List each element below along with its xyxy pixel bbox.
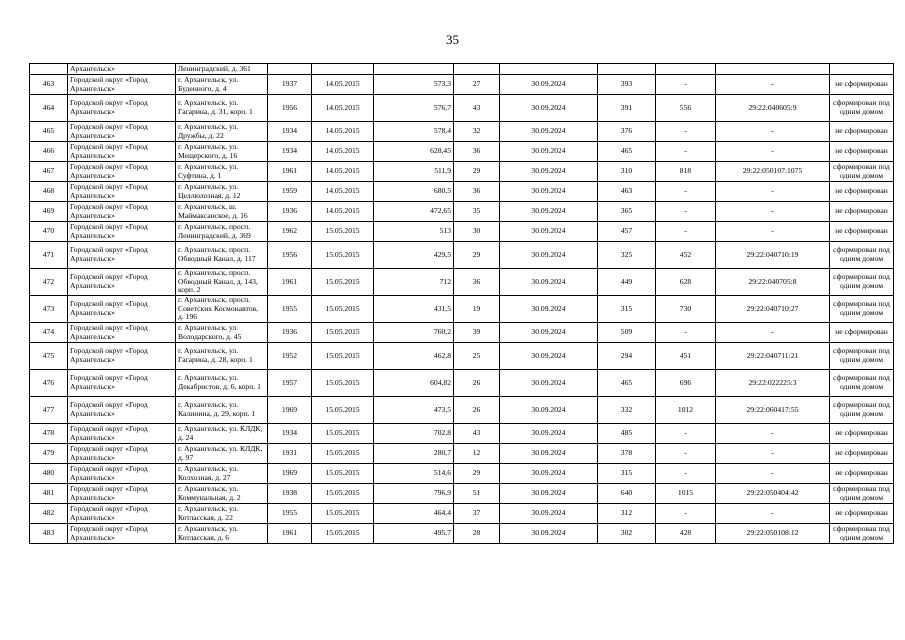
cell-status: не сформирован: [830, 75, 894, 95]
cell-status: сформирован под одним домом: [830, 269, 894, 296]
cell-area: 573,3: [374, 75, 454, 95]
cell-no: 479: [30, 444, 68, 464]
table-row: [30, 242, 894, 269]
cell-area: 796,9: [374, 484, 454, 504]
cell-residents: 29: [454, 162, 500, 182]
cell-plot-area: 640: [598, 484, 656, 504]
cell-year: 1938: [268, 484, 312, 504]
cell-cadastral-area: -: [656, 182, 716, 202]
cell-cadastral-number: -: [716, 122, 830, 142]
cell-residents: 35: [454, 202, 500, 222]
cell-cadastral-area: -: [656, 424, 716, 444]
cell-municipality: Городской округ «Город Архангельск»: [68, 95, 176, 122]
cell-year: 1956: [268, 95, 312, 122]
cell-status: сформирован под одним домом: [830, 397, 894, 424]
cell-year: 1969: [268, 397, 312, 424]
cell-plot-area: 325: [598, 242, 656, 269]
cell-date: 15.05.2015: [312, 484, 374, 504]
cell-plot-area: 457: [598, 222, 656, 242]
cell-address: г. Архангельск, ул. Буденного, д. 4: [176, 75, 268, 95]
cell-residents: 30: [454, 222, 500, 242]
cell-plot-area: 312: [598, 504, 656, 524]
cell-status: не сформирован: [830, 424, 894, 444]
cell-plot-area: 310: [598, 162, 656, 182]
cell-no: 464: [30, 95, 68, 122]
cell-cadastral-area: -: [656, 323, 716, 343]
cell-deadline: 30.09.2024: [500, 444, 598, 464]
cell-plot-area: 485: [598, 424, 656, 444]
cell-cadastral-number: 29:22:050107:1075: [716, 162, 830, 182]
cell-cadastral-area: -: [656, 75, 716, 95]
cell-deadline: 30.09.2024: [500, 504, 598, 524]
cell-plot-area: 365: [598, 202, 656, 222]
cell-deadline: 30.09.2024: [500, 484, 598, 504]
cell-cadastral-number: 29:22:050404:42: [716, 484, 830, 504]
cell-date: 14.05.2015: [312, 142, 374, 162]
cell-deadline: 30.09.2024: [500, 75, 598, 95]
cell-year: 1961: [268, 524, 312, 544]
cell-municipality: Городской округ «Город Архангельск»: [68, 397, 176, 424]
cell-no: 469: [30, 202, 68, 222]
cell-municipality: Городской округ «Город Архангельск»: [68, 202, 176, 222]
table-row: [30, 343, 894, 370]
cell-cadastral-area: 1012: [656, 397, 716, 424]
cell-status: не сформирован: [830, 464, 894, 484]
cell-date: 14.05.2015: [312, 95, 374, 122]
cell-municipality: Городской округ «Город Архангельск»: [68, 242, 176, 269]
cell-address: г. Архангельск, ул. Коммунальная, д. 2: [176, 484, 268, 504]
cell-cadastral-number: 29:22:040710:27: [716, 296, 830, 323]
cell-status: сформирован под одним домом: [830, 95, 894, 122]
cell-area: 472,65: [374, 202, 454, 222]
cell-residents: 12: [454, 444, 500, 464]
cell-date: 15.05.2015: [312, 370, 374, 397]
cell-year: 1955: [268, 296, 312, 323]
cell-cadastral-number: 29:22:060417:55: [716, 397, 830, 424]
cell-status: сформирован под одним домом: [830, 370, 894, 397]
cell-residents: 36: [454, 269, 500, 296]
cell-date: 14.05.2015: [312, 75, 374, 95]
cell-deadline: 30.09.2024: [500, 202, 598, 222]
cell-area: 280,7: [374, 444, 454, 464]
cell-municipality: Архангельск»: [68, 64, 176, 75]
cell-municipality: Городской округ «Город Архангельск»: [68, 269, 176, 296]
cell-date: 15.05.2015: [312, 242, 374, 269]
cell-residents: 43: [454, 424, 500, 444]
cell-cadastral-area: 696: [656, 370, 716, 397]
cell-area: 473,5: [374, 397, 454, 424]
cell-date: 15.05.2015: [312, 269, 374, 296]
cell-date: 15.05.2015: [312, 444, 374, 464]
cell-cadastral-area: 730: [656, 296, 716, 323]
cell-address: г. Архангельск, ул. Колхозная, д. 27: [176, 464, 268, 484]
cell-area: 604,82: [374, 370, 454, 397]
cell-status: не сформирован: [830, 444, 894, 464]
cell-year: 1937: [268, 75, 312, 95]
cell-no: [30, 64, 68, 75]
cell-residents: 36: [454, 182, 500, 202]
cell-residents: 26: [454, 397, 500, 424]
table-row: [30, 296, 894, 323]
table-row: [30, 397, 894, 424]
cell-year: 1957: [268, 370, 312, 397]
cell-address: г. Архангельск, ул. Володарского, д. 45: [176, 323, 268, 343]
cell-date: 15.05.2015: [312, 504, 374, 524]
cell-year: 1962: [268, 222, 312, 242]
cell-area: 495,7: [374, 524, 454, 544]
cell-date: 14.05.2015: [312, 122, 374, 142]
cell-deadline: [500, 64, 598, 75]
cell-no: 481: [30, 484, 68, 504]
cell-year: 1961: [268, 162, 312, 182]
cell-address: г. Архангельск, ул. Котласская, д. 6: [176, 524, 268, 544]
cell-address: г. Архангельск, ул. КЛДК, д. 24: [176, 424, 268, 444]
cell-residents: [454, 64, 500, 75]
cell-deadline: 30.09.2024: [500, 323, 598, 343]
cell-area: 628,45: [374, 142, 454, 162]
table-row: [30, 142, 894, 162]
cell-status: не сформирован: [830, 323, 894, 343]
cell-no: 482: [30, 504, 68, 524]
table-row: [30, 464, 894, 484]
cell-cadastral-number: [716, 64, 830, 75]
cell-cadastral-number: -: [716, 202, 830, 222]
cell-date: 14.05.2015: [312, 162, 374, 182]
cell-municipality: Городской округ «Город Архангельск»: [68, 296, 176, 323]
cell-plot-area: 376: [598, 122, 656, 142]
cell-plot-area: 315: [598, 296, 656, 323]
cell-date: 15.05.2015: [312, 222, 374, 242]
table-row: [30, 484, 894, 504]
cell-cadastral-area: 818: [656, 162, 716, 182]
cell-year: 1959: [268, 182, 312, 202]
cell-residents: 29: [454, 464, 500, 484]
cell-status: сформирован под одним домом: [830, 343, 894, 370]
cell-address: г. Архангельск, ул. Гагарина, д. 31, корп. 1: [176, 95, 268, 122]
cell-date: [312, 64, 374, 75]
cell-address: г. Архангельск, ул. Котласская, д. 22: [176, 504, 268, 524]
cell-status: сформирован под одним домом: [830, 162, 894, 182]
cell-municipality: Городской округ «Город Архангельск»: [68, 524, 176, 544]
cell-no: 475: [30, 343, 68, 370]
cell-cadastral-number: -: [716, 464, 830, 484]
cell-no: 477: [30, 397, 68, 424]
cell-deadline: 30.09.2024: [500, 162, 598, 182]
cell-area: 576,7: [374, 95, 454, 122]
cell-municipality: Городской округ «Город Архангельск»: [68, 323, 176, 343]
table-row: [30, 524, 894, 544]
cell-date: 15.05.2015: [312, 323, 374, 343]
cell-plot-area: 315: [598, 464, 656, 484]
cell-municipality: Городской округ «Город Архангельск»: [68, 504, 176, 524]
table-row: [30, 95, 894, 122]
cell-area: 511,9: [374, 162, 454, 182]
cell-year: 1934: [268, 122, 312, 142]
cell-address: г. Архангельск, ул. Суфтина, д. 1: [176, 162, 268, 182]
cell-address: г. Архангельск, ул. КЛДК, д. 97: [176, 444, 268, 464]
cell-no: 480: [30, 464, 68, 484]
cell-cadastral-number: 29:22:040710:19: [716, 242, 830, 269]
cell-plot-area: 463: [598, 182, 656, 202]
cell-address: г. Архангельск, ул. Дружбы, д. 22: [176, 122, 268, 142]
cell-cadastral-area: [656, 64, 716, 75]
table-row: [30, 162, 894, 182]
table-row: [30, 370, 894, 397]
cell-plot-area: 509: [598, 323, 656, 343]
cell-no: 474: [30, 323, 68, 343]
cell-address: г. Архангельск, ш. Маймаксанское, д. 16: [176, 202, 268, 222]
cell-cadastral-area: -: [656, 122, 716, 142]
cell-date: 15.05.2015: [312, 464, 374, 484]
cell-plot-area: 465: [598, 142, 656, 162]
cell-no: 465: [30, 122, 68, 142]
cell-residents: 28: [454, 524, 500, 544]
cell-address: г. Архангельск, просп. Обводный Канал, д. 117: [176, 242, 268, 269]
cell-year: [268, 64, 312, 75]
cell-cadastral-number: 29:22:022225:3: [716, 370, 830, 397]
cell-year: 1952: [268, 343, 312, 370]
page-number: 35: [446, 32, 459, 47]
cell-cadastral-area: -: [656, 444, 716, 464]
cell-cadastral-number: -: [716, 444, 830, 464]
cell-plot-area: [598, 64, 656, 75]
cell-address: г. Архангельск, просп. Советских Космонавтов, д. 196: [176, 296, 268, 323]
cell-municipality: Городской округ «Город Архангельск»: [68, 370, 176, 397]
cell-area: 680,5: [374, 182, 454, 202]
cell-residents: 27: [454, 75, 500, 95]
cell-date: 15.05.2015: [312, 343, 374, 370]
cell-address: Ленинградский, д. 361: [176, 64, 268, 75]
cell-address: г. Архангельск, ул. Гагарина, д. 28, корп. 1: [176, 343, 268, 370]
cell-cadastral-area: 452: [656, 242, 716, 269]
cell-municipality: Городской округ «Город Архангельск»: [68, 484, 176, 504]
cell-cadastral-number: -: [716, 222, 830, 242]
cell-cadastral-area: 428: [656, 524, 716, 544]
cell-deadline: 30.09.2024: [500, 242, 598, 269]
cell-deadline: 30.09.2024: [500, 524, 598, 544]
cell-municipality: Городской округ «Город Архангельск»: [68, 182, 176, 202]
cell-residents: 51: [454, 484, 500, 504]
cell-date: 15.05.2015: [312, 397, 374, 424]
cell-municipality: Городской округ «Город Архангельск»: [68, 343, 176, 370]
cell-deadline: 30.09.2024: [500, 95, 598, 122]
cell-municipality: Городской округ «Город Архангельск»: [68, 122, 176, 142]
cell-no: 471: [30, 242, 68, 269]
cell-deadline: 30.09.2024: [500, 182, 598, 202]
cell-residents: 32: [454, 122, 500, 142]
cell-cadastral-number: -: [716, 75, 830, 95]
table-row: [30, 122, 894, 142]
cell-deadline: 30.09.2024: [500, 397, 598, 424]
cell-municipality: Городской округ «Город Архангельск»: [68, 222, 176, 242]
cell-area: 429,5: [374, 242, 454, 269]
cell-area: 760,2: [374, 323, 454, 343]
cell-cadastral-number: -: [716, 142, 830, 162]
table-row: [30, 504, 894, 524]
cell-no: 476: [30, 370, 68, 397]
cell-cadastral-number: 29:22:040705:8: [716, 269, 830, 296]
cell-deadline: 30.09.2024: [500, 464, 598, 484]
cell-plot-area: 393: [598, 75, 656, 95]
table-row: [30, 182, 894, 202]
cell-residents: 39: [454, 323, 500, 343]
cell-plot-area: 391: [598, 95, 656, 122]
cell-municipality: Городской округ «Город Архангельск»: [68, 444, 176, 464]
cell-address: г. Архангельск, ул. Декабристов, д. 6, корп. 1: [176, 370, 268, 397]
cell-cadastral-number: -: [716, 504, 830, 524]
cell-plot-area: 294: [598, 343, 656, 370]
cell-plot-area: 378: [598, 444, 656, 464]
cell-cadastral-number: -: [716, 424, 830, 444]
cell-address: г. Архангельск, просп. Ленинградский, д. 369: [176, 222, 268, 242]
cell-area: 578,4: [374, 122, 454, 142]
cell-area: [374, 64, 454, 75]
cell-address: г. Архангельск, ул. Мещерского, д. 16: [176, 142, 268, 162]
cell-status: не сформирован: [830, 142, 894, 162]
cell-area: 702,8: [374, 424, 454, 444]
cell-municipality: Городской округ «Город Архангельск»: [68, 162, 176, 182]
cell-municipality: Городской округ «Город Архангельск»: [68, 75, 176, 95]
cell-municipality: Городской округ «Город Архангельск»: [68, 424, 176, 444]
cell-cadastral-area: -: [656, 222, 716, 242]
cell-year: 1955: [268, 504, 312, 524]
cell-municipality: Городской округ «Город Архангельск»: [68, 464, 176, 484]
cell-residents: 29: [454, 242, 500, 269]
table-row: [30, 75, 894, 95]
cell-year: 1969: [268, 464, 312, 484]
cell-status: сформирован под одним домом: [830, 484, 894, 504]
cell-plot-area: 302: [598, 524, 656, 544]
cell-area: 464,4: [374, 504, 454, 524]
cell-year: 1936: [268, 202, 312, 222]
cell-cadastral-area: -: [656, 202, 716, 222]
cell-no: 470: [30, 222, 68, 242]
cell-cadastral-area: -: [656, 142, 716, 162]
cell-no: 467: [30, 162, 68, 182]
cell-cadastral-area: -: [656, 464, 716, 484]
table-row: [30, 222, 894, 242]
cell-date: 15.05.2015: [312, 524, 374, 544]
cell-no: 473: [30, 296, 68, 323]
table-row: [30, 202, 894, 222]
cell-status: [830, 64, 894, 75]
cell-no: 466: [30, 142, 68, 162]
cell-no: 478: [30, 424, 68, 444]
cell-status: не сформирован: [830, 222, 894, 242]
cell-address: г. Архангельск, ул. Целлюлозная, д. 12: [176, 182, 268, 202]
cell-residents: 37: [454, 504, 500, 524]
table-row: [30, 424, 894, 444]
cell-year: 1934: [268, 142, 312, 162]
table-row: [30, 444, 894, 464]
cell-cadastral-number: 29:22:040711:21: [716, 343, 830, 370]
cell-cadastral-area: 1015: [656, 484, 716, 504]
cell-residents: 25: [454, 343, 500, 370]
table-row: [30, 269, 894, 296]
cell-year: 1936: [268, 323, 312, 343]
cell-year: 1931: [268, 444, 312, 464]
housing-registry-table: [29, 63, 894, 544]
cell-plot-area: 332: [598, 397, 656, 424]
cell-status: не сформирован: [830, 504, 894, 524]
cell-status: не сформирован: [830, 182, 894, 202]
cell-area: 513: [374, 222, 454, 242]
cell-date: 14.05.2015: [312, 202, 374, 222]
table-row-continued: [30, 64, 894, 75]
table-row: [30, 323, 894, 343]
cell-deadline: 30.09.2024: [500, 122, 598, 142]
cell-municipality: Городской округ «Город Архангельск»: [68, 142, 176, 162]
cell-residents: 43: [454, 95, 500, 122]
cell-deadline: 30.09.2024: [500, 370, 598, 397]
cell-residents: 36: [454, 142, 500, 162]
cell-deadline: 30.09.2024: [500, 343, 598, 370]
cell-cadastral-number: -: [716, 182, 830, 202]
cell-deadline: 30.09.2024: [500, 222, 598, 242]
cell-no: 483: [30, 524, 68, 544]
cell-year: 1956: [268, 242, 312, 269]
cell-cadastral-area: -: [656, 504, 716, 524]
cell-deadline: 30.09.2024: [500, 142, 598, 162]
cell-cadastral-area: 628: [656, 269, 716, 296]
cell-plot-area: 465: [598, 370, 656, 397]
cell-year: 1961: [268, 269, 312, 296]
cell-plot-area: 449: [598, 269, 656, 296]
cell-area: 514,6: [374, 464, 454, 484]
cell-no: 468: [30, 182, 68, 202]
cell-cadastral-number: -: [716, 323, 830, 343]
cell-date: 14.05.2015: [312, 182, 374, 202]
cell-date: 15.05.2015: [312, 424, 374, 444]
cell-address: г. Архангельск, просп. Обводный Канал, д. 143, корп. 2: [176, 269, 268, 296]
cell-cadastral-area: 556: [656, 95, 716, 122]
cell-address: г. Архангельск, ул. Калинина, д. 29, корп. 1: [176, 397, 268, 424]
cell-residents: 26: [454, 370, 500, 397]
cell-residents: 19: [454, 296, 500, 323]
cell-status: не сформирован: [830, 202, 894, 222]
cell-cadastral-number: 29:22:040605:9: [716, 95, 830, 122]
cell-deadline: 30.09.2024: [500, 296, 598, 323]
cell-status: сформирован под одним домом: [830, 242, 894, 269]
cell-date: 15.05.2015: [312, 296, 374, 323]
cell-cadastral-number: 29:22:050108:12: [716, 524, 830, 544]
cell-cadastral-area: 451: [656, 343, 716, 370]
cell-no: 463: [30, 75, 68, 95]
cell-deadline: 30.09.2024: [500, 269, 598, 296]
cell-status: сформирован под одним домом: [830, 296, 894, 323]
cell-deadline: 30.09.2024: [500, 424, 598, 444]
cell-area: 712: [374, 269, 454, 296]
cell-no: 472: [30, 269, 68, 296]
cell-area: 431,5: [374, 296, 454, 323]
cell-status: не сформирован: [830, 122, 894, 142]
cell-area: 462,8: [374, 343, 454, 370]
cell-year: 1934: [268, 424, 312, 444]
table-body: [30, 64, 894, 544]
cell-status: сформирован под одним домом: [830, 524, 894, 544]
